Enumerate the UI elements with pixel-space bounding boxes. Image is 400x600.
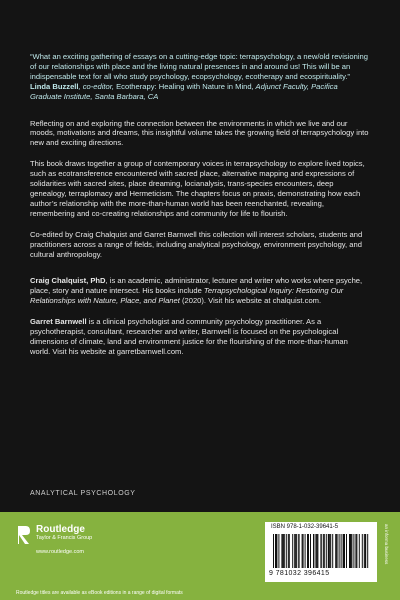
bio-chalquist-book: Terrapsychological Inquiry: Restoring Our Relationships with Nature, Place, and Planet [30,286,344,306]
bio-barnwell-text: is a clinical psychologist and community psychology practitioner. As a psychotherapist, consultant, researcher and writer, Barnwell is focused on the psychological dimensions of climate, land and environment justice for the flourishing of the more-than-human world. Visit his website at garretbarnwell.com. [30,317,348,356]
bio-barnwell-name: Garret Barnwell [30,317,87,327]
informa-tagline: an informa business [384,524,389,565]
bio-chalquist-text-end: (2020). Visit his website at chalquist.com. [179,296,322,306]
publisher-url: www.routledge.com [36,549,84,555]
cover-text [30,52,370,357]
barcode-panel [265,522,377,582]
barcode-digits: 9 781032 396415 [269,570,330,577]
bio-chalquist [30,276,370,306]
bio-chalquist-text: , is an academic, administrator, lecturer and writer who works where psyche, place, story and nature intersect. His books include [30,276,363,296]
quote-author: Linda Buzzell [30,81,79,91]
description-paragraph-2: This book draws together a group of contemporary voices in terrapsychology to explore lived topics, such as ecotransference encountered with sacred place, alternative mapping and expressions of solidarities with sacred sites, place dreaming, locianalysis, trans-species encounters, deep genealogy, terraplomacy and Hermeticism. The chapters focus on praxis, demonstrating how each author’s relationship with the more-than-human world has been reenchanted, revealing, remembering and co-creating relationships and community for life to flourish. [30,159,365,218]
publisher-group: Taylor & Francis Group [36,535,93,541]
quote-affiliation: , Adjunct Faculty, Pacifica Graduate Institute, Santa Barbara, CA [30,81,338,101]
bio-chalquist-name: Craig Chalquist, PhD [30,276,106,286]
routledge-logo-icon [16,524,32,546]
bio-barnwell [30,317,370,357]
quote-attribution [30,82,370,102]
description-paragraph-3: Co-edited by Craig Chalquist and Garret Barnwell this collection will interest scholars, students and practitioners across a range of fields, including analytical psychology, environment psychology, and cultural anthropology. [30,229,363,259]
endorsement-quote [30,52,370,102]
ebook-note: Routledge titles are available as eBook editions in a range of digital formats [16,590,183,596]
quote-book: Ecotherapy: Healing with Nature in Mind [116,81,252,91]
barcode-icon [273,534,369,568]
quote-text: “What an exciting gathering of essays on a cutting-edge topic: terrapsychology, a new/old revisioning of our relationships with place and the living natural presences in and around us! This will be an indispensable text for all who study psychology, ecopsychology, ecotherapy and ecospirituality.” [30,52,368,81]
description-paragraph-1: Reflecting on and exploring the connection between the environments in which we live and our moods, motivations and dreams, this insightful volume takes the growing field of terrapsychology into new and exciting directions. [30,118,369,148]
publisher-name: Routledge [36,524,85,535]
quote-role: , co-editor, [78,81,117,91]
publisher-logo-text [36,524,92,542]
subject-category: ANALYTICAL PSYCHOLOGY [30,490,136,497]
isbn-label: ISBN 978-1-032-39641-5 [271,524,339,530]
